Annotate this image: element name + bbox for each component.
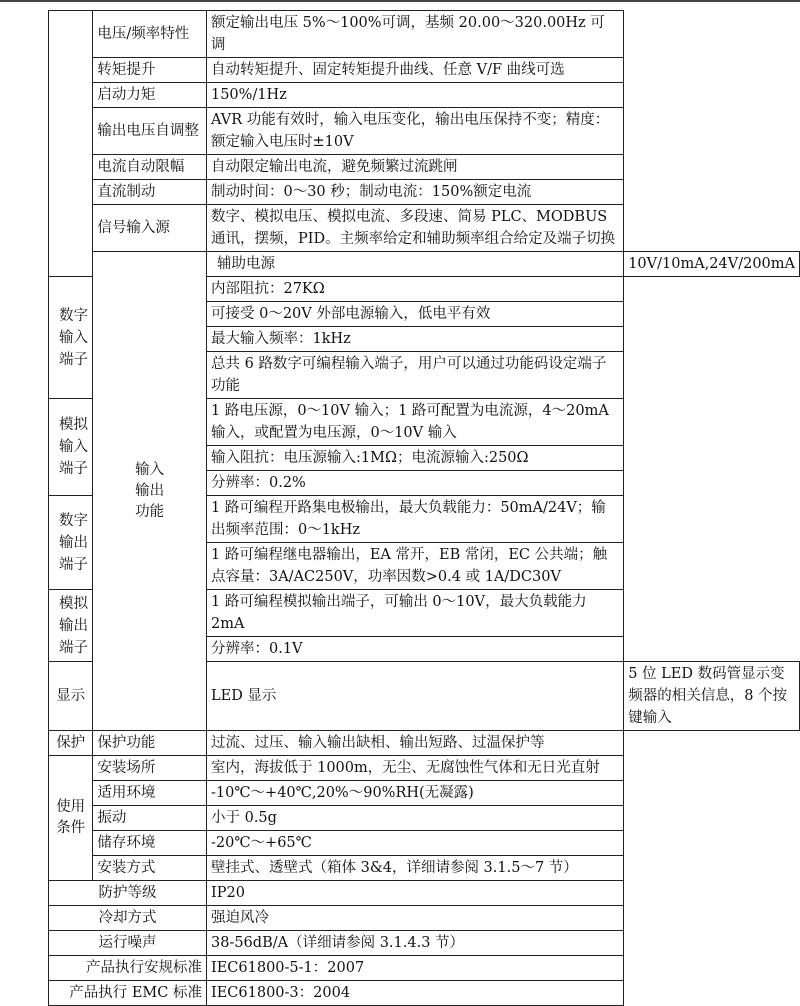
row-value: 额定输出电压 5%～100%可调，基频 20.00～320.00Hz 可调 bbox=[206, 11, 623, 58]
category-text: 功能 bbox=[135, 503, 165, 520]
row-value: -20℃～+65℃ bbox=[206, 831, 623, 856]
row-value: 壁挂式、透壁式（箱体 3&4，详细请参阅 3.1.5～7 节） bbox=[206, 856, 623, 881]
table-row bbox=[49, 856, 800, 881]
table-row bbox=[49, 252, 800, 277]
row-value: 分辨率：0.1V bbox=[206, 637, 623, 662]
table-row bbox=[49, 180, 800, 205]
row-value: 38-56dB/A（详细请参阅 3.1.4.3 节） bbox=[206, 931, 623, 956]
row-value: 室内，海拔低于 1000m，无尘、无腐蚀性气体和无日光直射 bbox=[206, 756, 623, 781]
row-value: 过流、过压、输入输出缺相、输出短路、过温保护等 bbox=[206, 731, 623, 756]
category-protection-cell: 保护 bbox=[49, 731, 93, 756]
spec-table bbox=[48, 10, 800, 1006]
row-label: 电流自动限幅 bbox=[93, 155, 207, 180]
table-row bbox=[49, 981, 800, 1006]
row-label: 产品执行 EMC 标准 bbox=[49, 981, 207, 1006]
row-label: 防护等级 bbox=[49, 881, 207, 906]
row-value: 最大输入频率：1kHz bbox=[206, 327, 623, 352]
table-row bbox=[49, 931, 800, 956]
row-label: 数字输出端子 bbox=[49, 496, 93, 590]
category-text: 输入 bbox=[135, 461, 165, 478]
row-label: 安装方式 bbox=[93, 856, 207, 881]
table-row bbox=[49, 205, 800, 252]
row-label: 输出电压自调整 bbox=[93, 108, 207, 155]
row-value: 5 位 LED 数码管显示变频器的相关信息，8 个按键输入 bbox=[624, 662, 800, 731]
row-value: IEC61800-5-1：2007 bbox=[206, 956, 623, 981]
row-value: 1 路可编程开路集电极输出，最大负载能力：50mA/24V；输出频率范围：0～1kHz bbox=[206, 496, 623, 543]
table-row bbox=[49, 906, 800, 931]
row-label: 信号输入源 bbox=[93, 205, 207, 252]
row-label: 模拟输出端子 bbox=[49, 590, 93, 662]
row-value: 内部阻抗：27KΩ bbox=[206, 277, 623, 302]
table-row bbox=[49, 155, 800, 180]
table-row bbox=[49, 108, 800, 155]
table-row bbox=[49, 756, 800, 781]
row-label: 适用环境 bbox=[93, 781, 207, 806]
table-row bbox=[49, 83, 800, 108]
row-label: 启动力矩 bbox=[93, 83, 207, 108]
row-label: 运行噪声 bbox=[49, 931, 207, 956]
row-value: 小于 0.5g bbox=[206, 806, 623, 831]
category-conditions-cell bbox=[49, 756, 93, 881]
table-row bbox=[49, 831, 800, 856]
category-text: 使用 bbox=[56, 799, 86, 815]
row-value: 1 路可编程模拟输出端子，可输出 0～10V，最大负载能力 2mA bbox=[206, 590, 623, 637]
row-label: 模拟输入端子 bbox=[49, 399, 93, 496]
row-label: 产品执行安规标准 bbox=[49, 956, 207, 981]
row-value: 总共 6 路数字可编程输入端子，用户可以通过功能码设定端子功能 bbox=[206, 352, 623, 399]
table-row bbox=[49, 11, 800, 58]
row-value: 1 路电压源，0～10V 输入；1 路可配置为电流源，4～20mA 输入，或配置为电压源，0～10V 输入 bbox=[206, 399, 623, 446]
row-label: 数字输入端子 bbox=[49, 277, 93, 399]
row-value: 可接受 0～20V 外部电源输入，低电平有效 bbox=[206, 302, 623, 327]
row-value: IP20 bbox=[206, 881, 623, 906]
row-value: 输入阻抗：电压源输入:1MΩ；电流源输入:250Ω bbox=[206, 446, 623, 471]
table-row bbox=[49, 58, 800, 83]
row-value: AVR 功能有效时，输入电压变化，输出电压保持不变；精度：额定输入电压时±10V bbox=[206, 108, 623, 155]
row-label: 转矩提升 bbox=[93, 58, 207, 83]
row-label: 保护功能 bbox=[93, 731, 207, 756]
row-label: 振动 bbox=[93, 806, 207, 831]
row-value: 数字、模拟电压、模拟电流、多段速、简易 PLC、MODBUS 通讯，摆频，PID。主频率给定和辅助频率组合给定及端子切换 bbox=[206, 205, 623, 252]
row-label: 电压/频率特性 bbox=[93, 11, 207, 58]
row-value: -10℃～+40℃,20%～90%RH(无凝露) bbox=[206, 781, 623, 806]
table-row bbox=[49, 731, 800, 756]
table-row bbox=[49, 781, 800, 806]
row-value: 分辨率：0.2% bbox=[206, 471, 623, 496]
row-value: 强迫风冷 bbox=[206, 906, 623, 931]
row-value: 自动转矩提升、固定转矩提升曲线、任意 V/F 曲线可选 bbox=[206, 58, 623, 83]
category-text: 条件 bbox=[56, 820, 86, 836]
table-row bbox=[49, 806, 800, 831]
category-display-cell: 显示 bbox=[49, 662, 93, 731]
row-value: 150%/1Hz bbox=[206, 83, 623, 108]
category-io-cell bbox=[93, 252, 207, 731]
row-label: 安装场所 bbox=[93, 756, 207, 781]
table-row bbox=[49, 956, 800, 981]
table-row bbox=[49, 881, 800, 906]
row-value: IEC61800-3：2004 bbox=[206, 981, 623, 1006]
row-label: 储存环境 bbox=[93, 831, 207, 856]
category-control-cell bbox=[49, 11, 93, 277]
row-value: 10V/10mA,24V/200mA bbox=[624, 252, 800, 277]
top-border-line bbox=[0, 0, 800, 2]
row-value: 1 路可编程继电器输出，EA 常开，EB 常闭，EC 公共端；触点容量：3A/AC250V，功率因数>0.4 或 1A/DC30V bbox=[206, 543, 623, 590]
row-label: 直流制动 bbox=[93, 180, 207, 205]
row-label: 冷却方式 bbox=[49, 906, 207, 931]
row-value: 自动限定输出电流，避免频繁过流跳闸 bbox=[206, 155, 623, 180]
row-label: LED 显示 bbox=[206, 662, 623, 731]
category-text: 输出 bbox=[135, 482, 165, 499]
row-label: 辅助电源 bbox=[206, 252, 623, 277]
row-value: 制动时间：0～30 秒；制动电流：150%额定电流 bbox=[206, 180, 623, 205]
